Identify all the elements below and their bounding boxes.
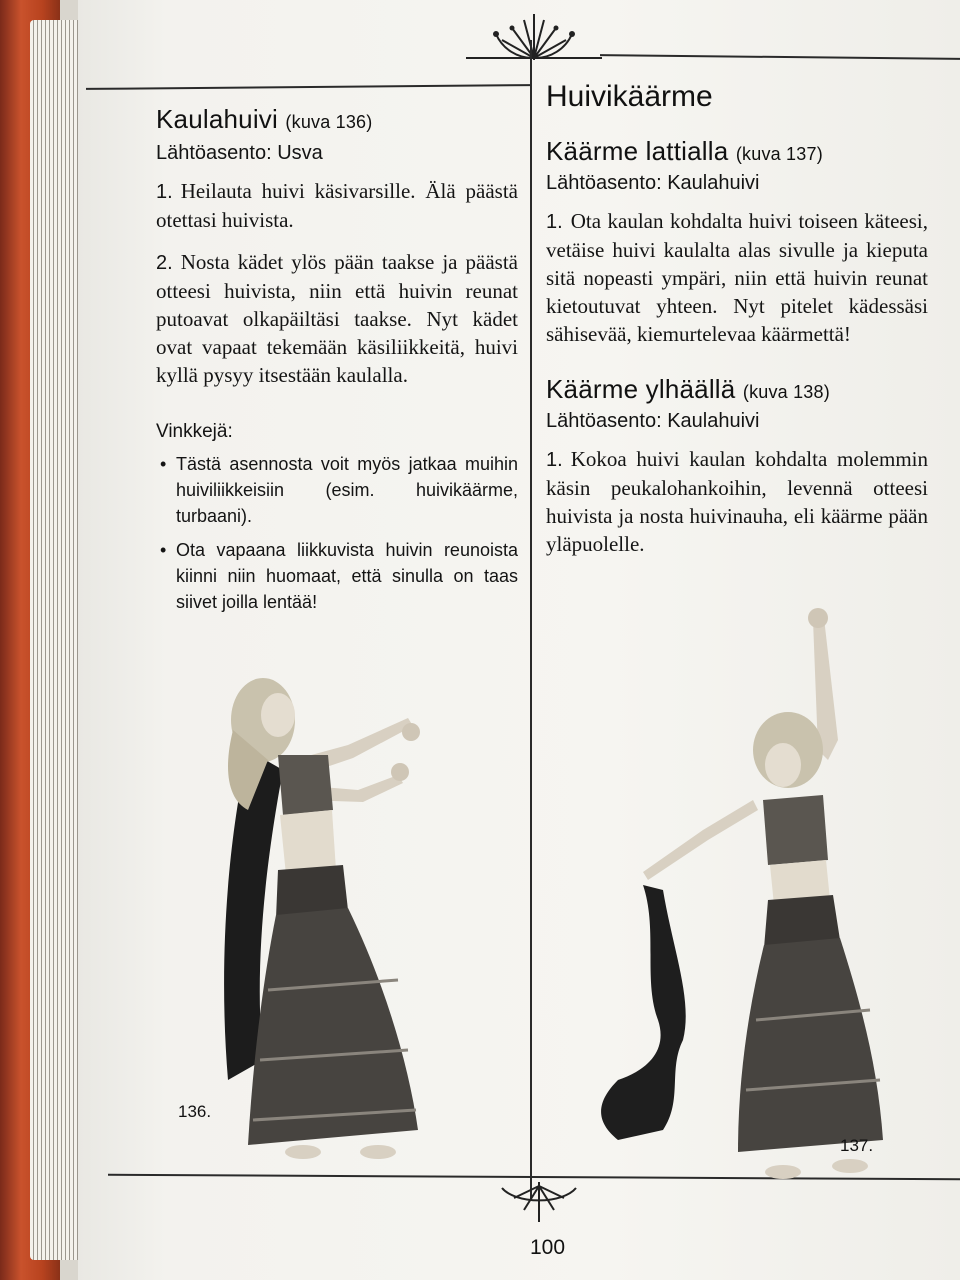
right-sub2-heading (546, 374, 928, 405)
sub1-heading-title: Käärme lattialla (546, 136, 729, 166)
step-text: Heilauta huivi käsivarsille. Älä päästä otettasi huivista. (156, 179, 518, 232)
dancer-photo-136 (208, 660, 468, 1170)
left-heading (156, 104, 518, 135)
sub1-step-1 (546, 207, 928, 348)
page-number: 100 (530, 1236, 566, 1259)
step-text: Nosta kädet ylös pään taakse ja päästä otteesi huivista, niin että huivin reunat putoavat olkapäiltäsi taakse. Nyt kädet ovat vapaat tekemään käsiliikkeitä, huivi kyllä pysyy itsestään kaulalla. (156, 250, 518, 387)
tips-title: Vinkkejä: (156, 421, 233, 442)
left-heading-title: Kaulahuivi (156, 104, 278, 134)
left-start-position: Lähtöasento: Usva (156, 142, 323, 164)
top-rule-right (600, 54, 960, 60)
figure-caption-136: 136. (178, 1102, 212, 1121)
top-ornament-icon (464, 10, 604, 62)
tips-list (156, 451, 518, 615)
center-divider (530, 40, 532, 1200)
right-sub1-heading (546, 136, 928, 167)
tips-block (156, 419, 518, 615)
left-step-2 (156, 248, 518, 389)
step-text: Kokoa huivi kaulan kohdalta molemmin käsin peukalohankoihin, levennä otteesi huivista ja nosta huivinauha, eli käärme pään yläpuolelle. (546, 447, 928, 556)
sub2-start-position: Lähtöasento: Kaulahuivi (546, 410, 760, 432)
sub2-step-1 (546, 445, 928, 558)
bottom-ornament-icon (494, 1180, 584, 1224)
step-number: 1. (546, 449, 563, 471)
step-number: 1. (546, 211, 563, 233)
right-column (546, 80, 928, 558)
dancer-photo-137 (588, 600, 888, 1190)
step-number: 2. (156, 252, 173, 274)
left-heading-ref: (kuva 136) (285, 112, 373, 132)
book-page (78, 0, 960, 1280)
tip-item: • Ota vapaana liikkuvista huivin reunoista kiinni niin huomaat, että sinulla on taas siivet joilla lentää! (156, 537, 518, 615)
right-section-title: Huivikäärme (546, 80, 713, 113)
step-text: Ota kaulan kohdalta huivi toiseen käteesi, vetäise huivi kaulalta alas sivulle ja kieputa sitä nopeasti ympäri, niin että huivin reunat kietoutuvat yhteen. Nyt pitelet kädessäsi sähisevää, kiemurtelevaa käärmettä! (546, 209, 928, 346)
sub2-heading-title: Käärme ylhäällä (546, 374, 736, 404)
step-number: 1. (156, 181, 173, 203)
sub1-start-position: Lähtöasento: Kaulahuivi (546, 172, 760, 194)
left-column (156, 104, 518, 623)
sub1-heading-ref: (kuva 137) (735, 144, 823, 164)
top-rule-left (86, 84, 530, 90)
left-step-1 (156, 177, 518, 234)
tip-item: • Tästä asennosta voit myös jatkaa muihin huiviliikkeisiin (esim. huivikäärme, turbaani). (156, 451, 518, 529)
sub2-heading-ref: (kuva 138) (742, 382, 830, 402)
figure-caption-137: 137. (840, 1136, 874, 1155)
